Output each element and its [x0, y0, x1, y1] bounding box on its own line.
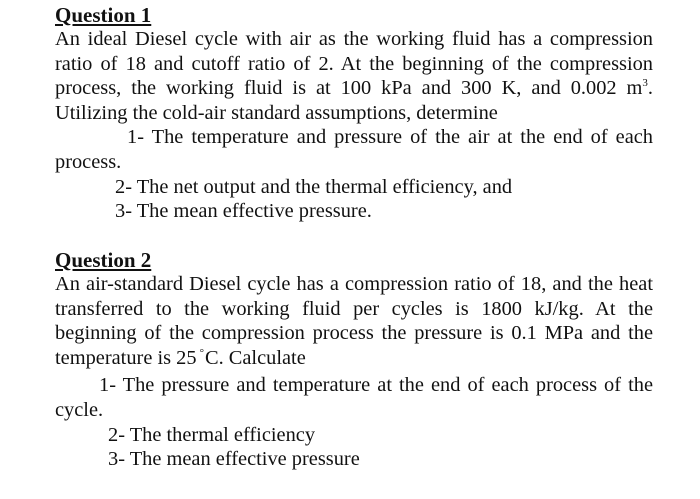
question-1-item-1: 1- The temperature and pressure of the air at the end of each process. [55, 126, 653, 173]
question-2-heading: Question 2 [55, 248, 152, 272]
question-1-body-text: An ideal Diesel cycle with air as the working fluid has a compression ratio of 18 and cutoff ratio of 2. At the beginning of the compression process, the working fluid is at 100 kPa and 300 K, and 0.002 m [55, 28, 653, 100]
question-1-heading: Question 1 [55, 3, 152, 27]
question-1 [55, 3, 653, 224]
question-1-item-3: 3- The mean effective pressure. [115, 200, 372, 223]
question-1-body-text-end: . Utilizing the cold-air standard assumptions, determine [55, 77, 653, 124]
question-2-body [55, 272, 653, 373]
question-2-item-3: 3- The mean effective pressure [108, 448, 360, 471]
degree-mark: ° [199, 346, 204, 359]
question-1-item-2: 2- The net output and the thermal efficiency, and [115, 175, 513, 198]
question-2-item-1: 1- The pressure and temperature at the end of each process of the cycle. [55, 374, 653, 421]
question-2-item-2: 2- The thermal efficiency [108, 423, 316, 446]
question-2-body-text-end: C. Calculate [204, 346, 306, 369]
question-2 [55, 248, 653, 472]
cubic-superscript: 3 [642, 77, 648, 90]
question-2-body-text: An air-standard Diesel cycle has a compression ratio of 18, and the heat transferred to the working fluid per cycles is 1800 kJ/kg. At the beginning of the compression process the pressure is 0.1 MPa and the temperature is 25 [55, 273, 653, 369]
question-1-body [55, 27, 653, 125]
